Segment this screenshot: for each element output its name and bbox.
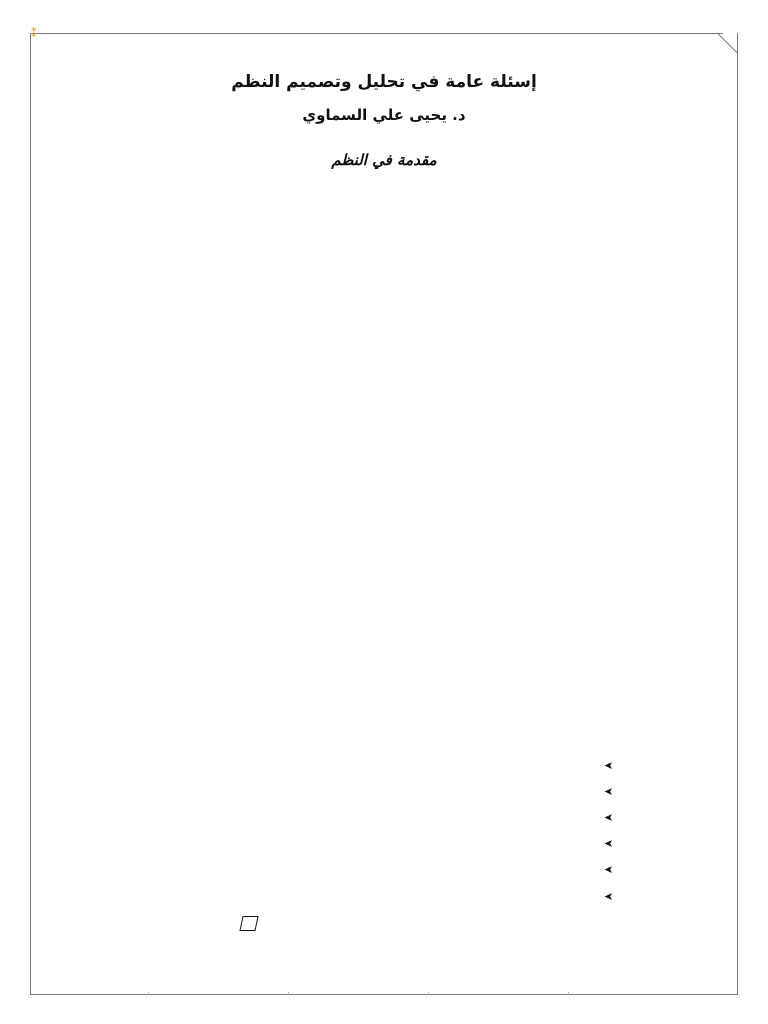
- arrowhead-bullet-icon: ➤: [604, 811, 614, 824]
- sub-item: [605, 508, 625, 523]
- question-item: [637, 399, 667, 414]
- question-item: [637, 318, 667, 333]
- folded-corner: [718, 33, 738, 53]
- border-tick: [288, 992, 289, 995]
- sub-item: [605, 535, 625, 550]
- arrowhead-bullet-icon: ➤: [604, 863, 614, 876]
- sub-item: [605, 454, 625, 469]
- page-top-border: [30, 33, 723, 34]
- author-name: د. يحيى علي السماوي: [302, 106, 466, 124]
- question-item: [637, 701, 667, 716]
- sub-item: [605, 481, 625, 496]
- bullet-item: [596, 861, 624, 876]
- sub-item: [605, 427, 625, 442]
- question-item: [637, 673, 667, 688]
- question-item: [637, 645, 667, 660]
- question-item: [637, 181, 667, 196]
- question-item: [637, 563, 667, 578]
- arrowhead-bullet-icon: ➤: [604, 785, 614, 798]
- section-heading: مقدمة في النظم: [331, 151, 437, 169]
- question-item: [637, 209, 667, 224]
- border-tick: [568, 992, 569, 995]
- question-item: [637, 265, 667, 280]
- page-border: [30, 33, 738, 995]
- bullet-item: [596, 835, 624, 850]
- corner-mark-icon: ⁑: [31, 27, 37, 40]
- bullet-item: [596, 888, 624, 903]
- arrowhead-bullet-icon: ➤: [604, 890, 614, 903]
- bullet-item: [596, 809, 624, 824]
- square-mark-icon: [239, 916, 258, 931]
- border-tick: [428, 992, 429, 995]
- arrowhead-bullet-icon: ➤: [604, 759, 614, 772]
- question-item: [637, 237, 667, 252]
- border-tick: [148, 992, 149, 995]
- question-item: [637, 347, 667, 362]
- question-item: [637, 729, 667, 744]
- bullet-item: [596, 757, 624, 772]
- bullet-item: [596, 783, 624, 798]
- arrowhead-bullet-icon: ➤: [604, 837, 614, 850]
- document-title: إسئلة عامة في تحليل وتصميم النظم: [231, 72, 537, 92]
- question-item: [637, 616, 667, 631]
